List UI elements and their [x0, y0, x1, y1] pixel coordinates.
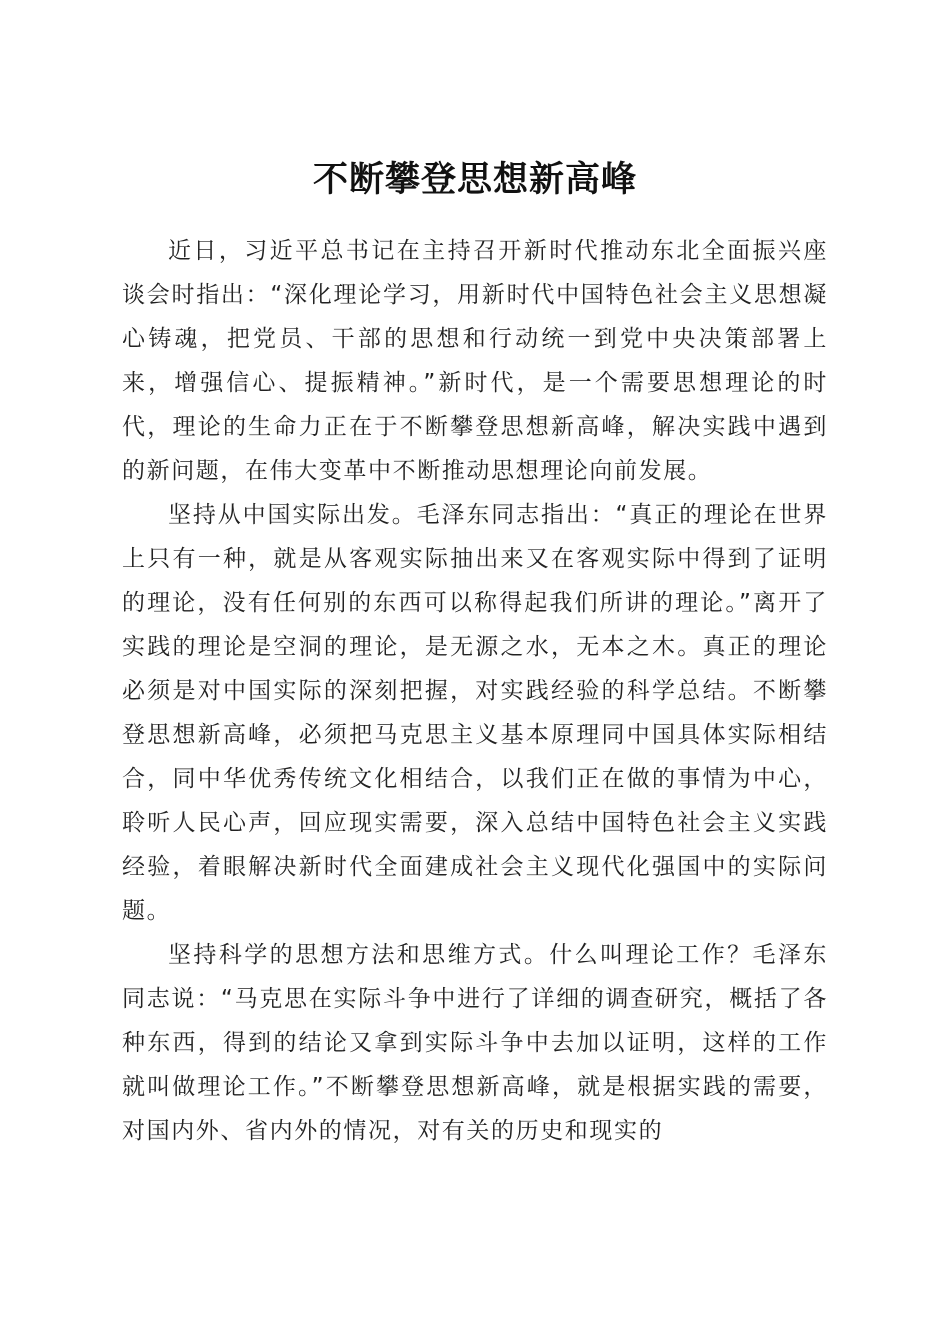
document-body: [122, 229, 828, 1153]
paragraph-3: 坚持科学的思想方法和思维方式。什么叫理论工作？毛泽东同志说：“马克思在实际斗争中进行了详细的调查研究，概括了各种东西，得到的结论又拿到实际斗争中去加以证明，这样的工作就叫做理论工作。”不断攀登思想新高峰，就是根据实践的需要，对国内外、省内外的情况，对有关的历史和现实的: [122, 942, 828, 1144]
paragraph-2: 坚持从中国实际出发。毛泽东同志指出：“真正的理论在世界上只有一种，就是从客观实际抽出来又在客观实际中得到了证明的理论，没有任何别的东西可以称得起我们所讲的理论。”离开了实践的理论是空洞的理论，是无源之水，无本之木。真正的理论必须是对中国实际的深刻把握，对实践经验的科学总结。不断攀登思想新高峰，必须把马克思主义基本原理同中国具体实际相结合，同中华优秀传统文化相结合，以我们正在做的事情为中心，聆听人民心声，回应现实需要，深入总结中国特色社会主义实践经验，着眼解决新时代全面建成社会主义现代化强国中的实际问题。: [122, 502, 828, 924]
document-title: 不断攀登思想新高峰: [312, 159, 637, 201]
paragraph-1: 近日，习近平总书记在主持召开新时代推动东北全面振兴座谈会时指出：“深化理论学习，用新时代中国特色社会主义思想凝心铸魂，把党员、干部的思想和行动统一到党中央决策部署上来，增强信心、提振精神。”新时代，是一个需要思想理论的时代，理论的生命力正在于不断攀登思想新高峰，解决实践中遇到的新问题，在伟大变革中不断推动思想理论向前发展。: [122, 238, 828, 484]
